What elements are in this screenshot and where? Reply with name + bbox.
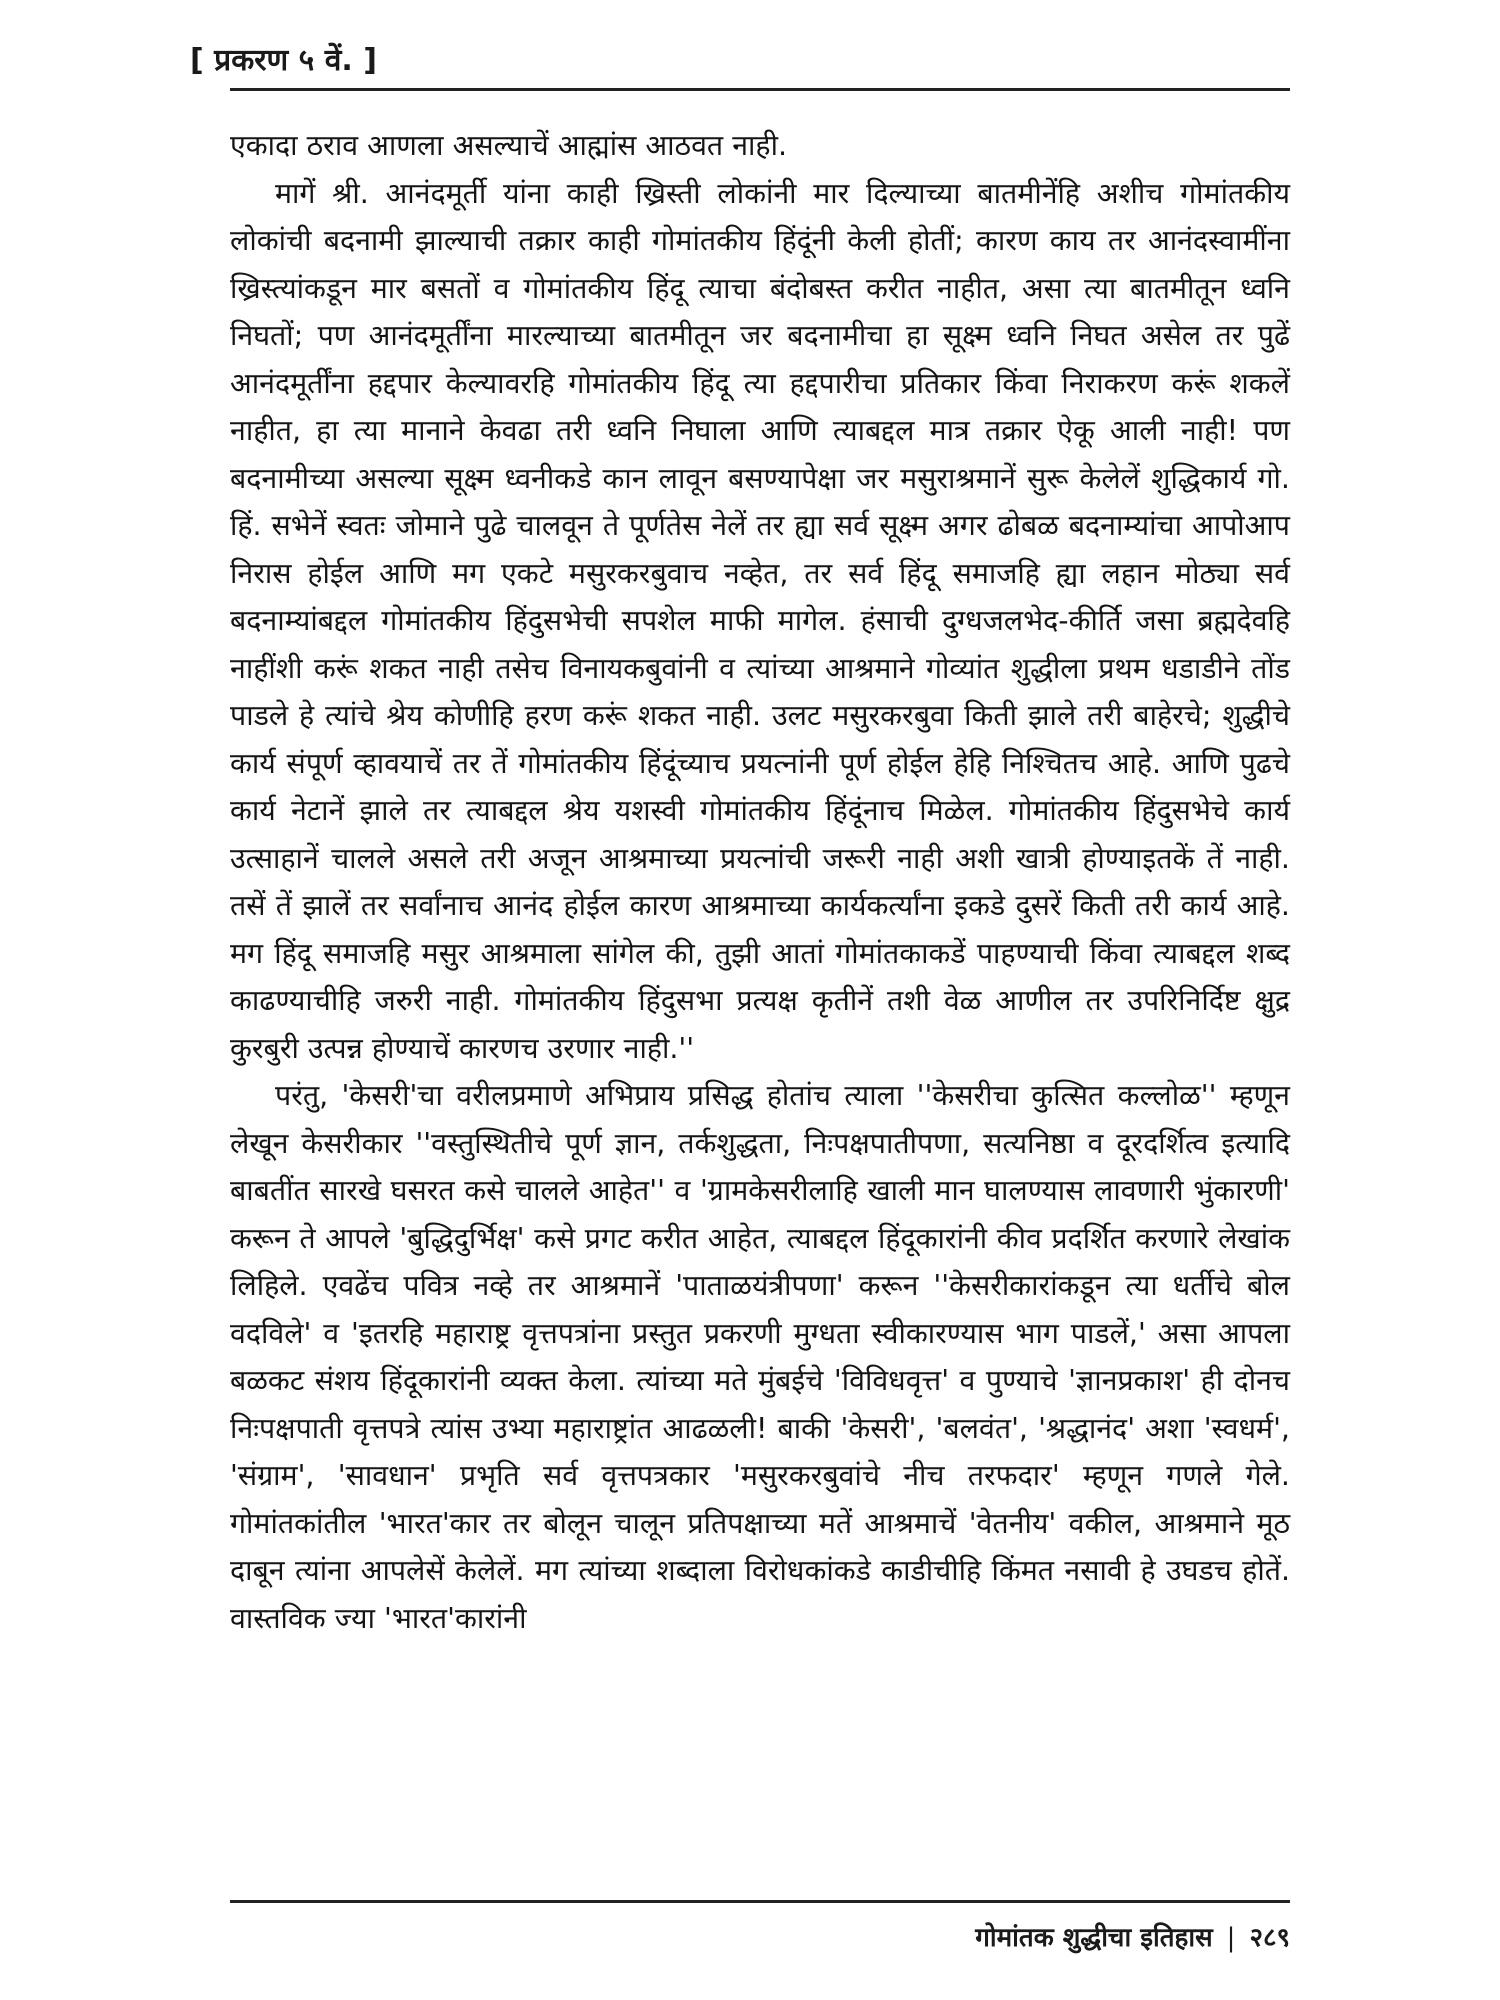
paragraph: एकादा ठराव आणला असल्याचें आह्मांस आठवत नाही. [230, 129, 788, 162]
chapter-header: [ प्रकरण ५ वें. ] [190, 43, 377, 78]
footer-separator: | [1226, 1923, 1236, 1953]
header-rule [230, 88, 1290, 91]
paragraph: मागें श्री. आनंदमूर्ती यांना काही ख्रिस्ती लोकांनी मार दिल्याच्या बातमीनेंहि अशीच गोमांतकीय लोकांची बदनामी झाल्याची तक्रार काही गोमांतकीय हिंदूंनी केली होतीं; कारण काय तर आनंदस्वामींना ख्रिस्त्यांकडून मार बसतों व गोमांतकीय हिंदू त्याचा बंदोबस्त करीत नाहीत, असा त्या बातमीतून ध्वनि निघतों; पण आनंदमूर्तींना मारल्याच्या बातमीतून जर बदनामीचा हा सूक्ष्म ध्वनि निघत असेल तर पुढें आनंदमूर्तींना हद्दपार केल्यावरहि गोमांतकीय हिंदू त्या हद्दपारीचा प्रतिकार किंवा निराकरण करूं शकलें नाहीत, हा त्या मानाने केवढा तरी ध्वनि निघाला आणि त्याबद्दल मात्र तक्रार ऐकू आली नाही! पण बदनामीच्या असल्या सूक्ष्म ध्वनीकडे कान लावून बसण्यापेक्षा जर मसुराश्रमानें सुरू केलेलें शुद्धिकार्य गो. हिं. सभेनें स्वतः जोमाने पुढे चालवून ते पूर्णतेस नेलें तर ह्या सर्व सूक्ष्म अगर ढोबळ बदनाम्यांचा आपोआप निरास होईल आणि मग एकटे मसुरकरबुवाच नव्हेत, तर सर्व हिंदू समाजहि ह्या लहान मोठ्या सर्व बदनाम्यांबद्दल गोमांतकीय हिंदुसभेची सपशेल माफी मागेल. हंसाची दुग्धजलभेद-कीर्ति जसा ब्रह्मदेवहि नाहींशी करूं शकत नाही तसेच विनायकबुवांनी व त्यांच्या आश्रमाने गोव्यांत शुद्धीला प्रथम धडाडीने तोंड पाडले हे त्यांचे श्रेय कोणीहि हरण करूं शकत नाही. उलट मसुरकरबुवा किती झाले तरी बाहेरचे; शुद्धीचे कार्य संपूर्ण व्हावयाचें तर तें गोमांतकीय हिंदूंच्याच प्रयत्नांनी पूर्ण होईल हेहि निश्चितच आहे. आणि पुढचे कार्य नेटानें झाले तर त्याबद्दल श्रेय यशस्वी गोमांतकीय हिंदूंनाच मिळेल. गोमांतकीय हिंदुसभेचे कार्य उत्साहानें चालले असले तरी अजून आश्रमाच्या प्रयत्नांची जरूरी नाही अशी खात्री होण्याइतकें तें नाही. तसें तें झालें तर सर्वांनाच आनंद होईल कारण आश्रमाच्या कार्यकर्त्यांना इकडे दुसरें किती तरी कार्य आहे. मग हिंदू समाजहि मसुर आश्रमाला सांगेल की, तुझी आतां गोमांतकाकडें पाहण्याची किंवा त्याबद्दल शब्द काढण्याचीहि जरुरी नाही. गोमांतकीय हिंदुसभा प्रत्यक्ष कृतीनें तशी वेळ आणील तर उपरिनिर्दिष्ट क्षुद्र कुरबुरी उत्पन्न होण्याचें कारणच उरणार नाही.'' [230, 176, 1290, 1065]
paragraph: परंतु, 'केसरी'चा वरीलप्रमाणे अभिप्राय प्रसिद्ध होतांच त्याला ''केसरीचा कुत्सित कल्लोळ'' म्हणून लेखून केसरीकार ''वस्तुस्थितीचे पूर्ण ज्ञान, तर्कशुद्धता, निःपक्षपातीपणा, सत्यनिष्ठा व दूरदर्शित्व इत्यादि बाबतींत सारखे घसरत कसे चालले आहेत'' व 'ग्रामकेसरीलाहि खाली मान घालण्यास लावणारी भुंकारणी' करून ते आपले 'बुद्धिदुर्भिक्ष' कसे प्रगट करीत आहेत, त्याबद्दल हिंदूकारांनी कीव प्रदर्शित करणारे लेखांक लिहिले. एवढेंच पवित्र नव्हे तर आश्रमानें 'पाताळयंत्रीपणा' करून ''केसरीकारांकडून त्या धर्तीचे बोल वदविले' व 'इतरहि महाराष्ट्र वृत्तपत्रांना प्रस्तुत प्रकरणी मुग्धता स्वीकारण्यास भाग पाडलें,' असा आपला बळकट संशय हिंदूकारांनी व्यक्त केला. त्यांच्या मते मुंबईचे 'विविधवृत्त' व पुण्याचे 'ज्ञानप्रकाश' ही दोनच निःपक्षपाती वृत्तपत्रे त्यांस उभ्या महाराष्ट्रांत आढळली! बाकी 'केसरी', 'बलवंत', 'श्रद्धानंद' अशा 'स्वधर्म', 'संग्राम', 'सावधान' प्रभृति सर्व वृत्तपत्रकार 'मसुरकरबुवांचे नीच तरफदार' म्हणून गणले गेले. गोमांतकांतील 'भारत'कार तर बोलून चालून प्रतिपक्षाच्या मतें आश्रमाचें 'वेतनीय' वकील, आश्रमाने मूठ दाबून त्यांना आपलेसें केलेलें. मग त्यांच्या शब्दाला विरोधकांकडे काडीचीहि किंमत नसावी हे उघडच होतें. वास्तविक ज्या 'भारत'कारांनी [230, 1079, 1290, 1635]
page-footer [975, 1918, 1290, 1954]
footer-rule [230, 1900, 1290, 1903]
page-number: २८९ [1249, 1923, 1290, 1953]
page-body [230, 122, 1290, 1642]
book-title: गोमांतक शुद्धीचा इतिहास [975, 1923, 1213, 1953]
